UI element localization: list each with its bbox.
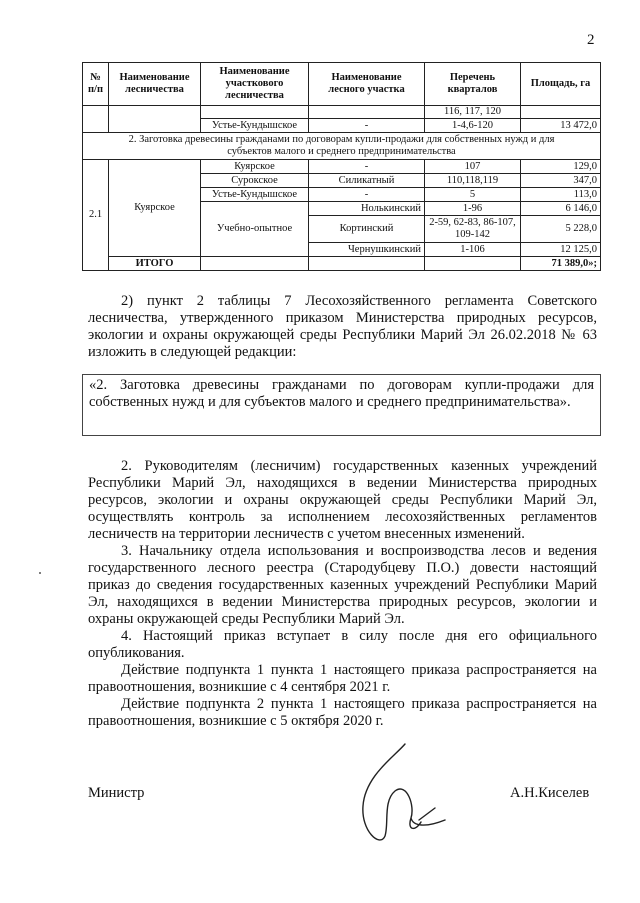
- stray-dot: [39, 572, 41, 574]
- cell-area: 13 472,0: [521, 119, 601, 133]
- cell-district: Устье-Кундышское: [201, 119, 309, 133]
- quoted-amendment: «2. Заготовка древесины гражданами по договорам купли-продажи для собственных нужд и для субъектов малого и среднего предпринимательства».: [82, 374, 601, 436]
- header-quarters: Перечень кварталов: [425, 63, 521, 106]
- paragraph-item-3: 3. Начальнику отдела использования и воспроизводства лесов и ведения государственного лесного реестра (Стародубцеву П.О.) довести настоящий приказ до сведения государственных казенных учреждений Республики Марий Эл, находящихся в ведении Министерства природных ресурсов, экологии и охраны окружающей среды Республики Марий Эл.: [88, 543, 597, 627]
- page-number: 2: [587, 32, 595, 48]
- cell-forestry: Куярское: [109, 160, 201, 257]
- paragraph-subitem-2: 2) пункт 2 таблицы 7 Лесохозяйственного регламента Советского лесничества, утвержденного приказом Министерства природных ресурсов, экологии и охраны окружающей среды Республики Марий Эл 26.02.2018 № 63 изложить в следующей редакции:: [88, 293, 597, 360]
- paragraph-effect-1: Действие подпункта 1 пункта 1 настоящего приказа распространяется на правоотношения, возникшие с 4 сентября 2021 г.: [88, 662, 597, 695]
- handwritten-signature: [345, 736, 455, 856]
- header-plot: Наименование лесного участка: [309, 63, 425, 106]
- cell-quarters: 2-59, 62-83, 86-107, 109-142: [425, 216, 521, 243]
- cell-plot: -: [309, 119, 425, 133]
- cell-plot: Нолькинский: [309, 202, 425, 216]
- cell-district: Куярское: [201, 160, 309, 174]
- header-area: Площадь, га: [521, 63, 601, 106]
- cell-quarters: 107: [425, 160, 521, 174]
- cell-district: Учебно-опытное: [201, 202, 309, 257]
- cell-plot: Кортинский: [309, 216, 425, 243]
- section-row: [83, 133, 601, 160]
- cell-plot: Чернушкинский: [309, 243, 425, 257]
- cell-area: 129,0: [521, 160, 601, 174]
- header-district: Наименование участкового лесничества: [201, 63, 309, 106]
- cell-plot: Силикатный: [309, 174, 425, 188]
- cell-area: 6 146,0: [521, 202, 601, 216]
- signatory-name: А.Н.Киселев: [510, 785, 590, 801]
- cell-area: 12 125,0: [521, 243, 601, 257]
- section-title: 2. Заготовка древесины гражданами по договорам купли-продажи для собственных нужд и для субъектов малого и среднего предпринимательства: [83, 133, 601, 160]
- total-label: ИТОГО: [109, 257, 201, 271]
- cell-quarters: 1-106: [425, 243, 521, 257]
- header-num: № п/п: [83, 63, 109, 106]
- paragraph-item-4: 4. Настоящий приказ вступает в силу после дня его официального опубликования.: [88, 628, 597, 661]
- paragraph-effect-2: Действие подпункта 2 пункта 1 настоящего приказа распространяется на правоотношения, возникшие с 5 октября 2020 г.: [88, 696, 597, 729]
- cell-area: 347,0: [521, 174, 601, 188]
- cell-num: 2.1: [83, 160, 109, 271]
- paragraph-item-2: 2. Руководителям (лесничим) государственных казенных учреждений Республики Марий Эл, находящихся в ведении Министерства природных ресурсов, экологии и охраны окружающей среды Республики Марий Эл, осуществлять контроль за исполнением лесохозяйственных регламентов лесничеств на территории лесничеств с учетом внесенных изменений.: [88, 458, 597, 542]
- total-value: 71 389,0»;: [521, 257, 601, 271]
- cell-plot: -: [309, 188, 425, 202]
- cell-district: Устье-Кундышское: [201, 188, 309, 202]
- forest-area-table: [82, 62, 601, 271]
- table-row: [83, 106, 601, 119]
- signatory-title: Министр: [88, 785, 145, 801]
- total-row: [83, 257, 601, 271]
- cell-quarters: 1-4,6-120: [425, 119, 521, 133]
- cell-plot: -: [309, 160, 425, 174]
- cell-quarters: 1-96: [425, 202, 521, 216]
- table-header-row: [83, 63, 601, 106]
- cell-area: 5 228,0: [521, 216, 601, 243]
- table-row: [83, 160, 601, 174]
- cell-quarters: 116, 117, 120: [425, 106, 521, 119]
- cell-district: Сурокское: [201, 174, 309, 188]
- header-forestry: Наименование лесничества: [109, 63, 201, 106]
- cell-area: 113,0: [521, 188, 601, 202]
- cell-quarters: 5: [425, 188, 521, 202]
- cell-quarters: 110,118,119: [425, 174, 521, 188]
